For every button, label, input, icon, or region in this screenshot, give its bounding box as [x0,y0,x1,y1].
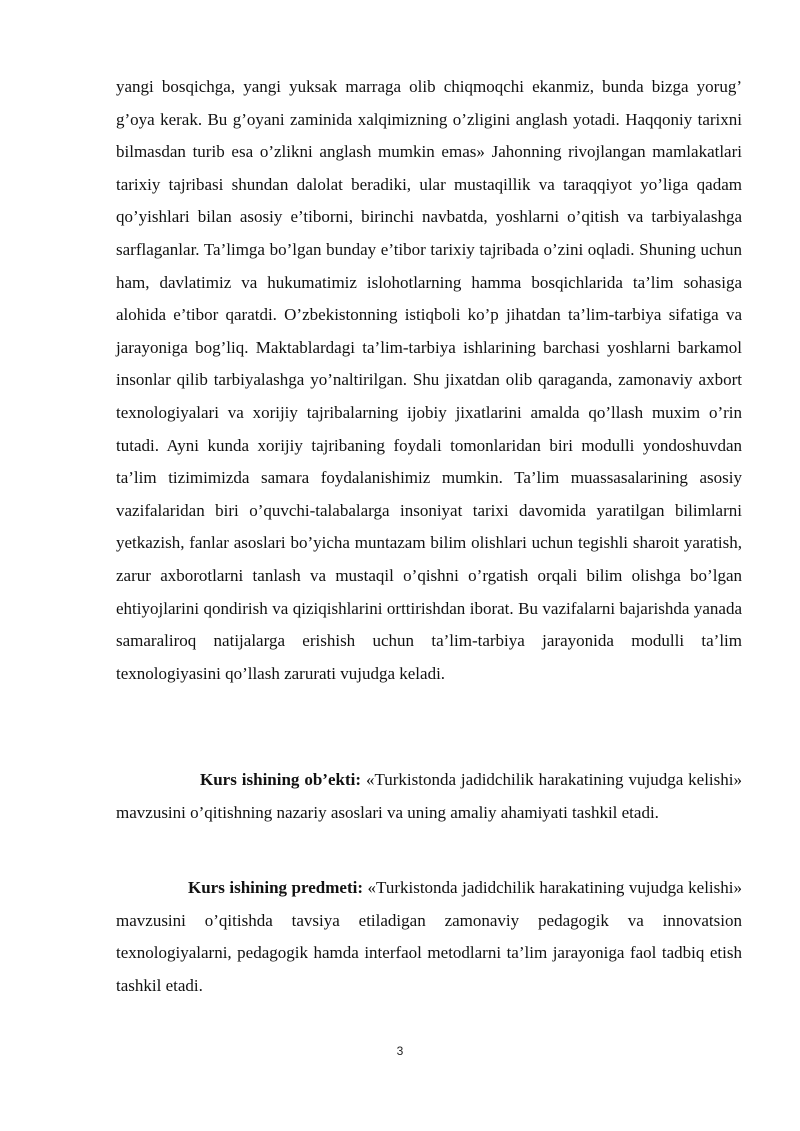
page-number: 3 [396,1044,404,1058]
body-paragraph-main: yangi bosqichga, yangi yuksak marraga olib chiqmoqchi ekanmiz, bunda bizga yorug’ g’oya kerak. Bu g’oyani zaminida xalqimizning o’zligini anglash yotadi. Haqqoniy tarixni bilmasdan turib esa o’zlikni anglash mumkin emas» Jahonning rivojlangan mamlakatlari tarixiy tajribasi shundan dalolat beradiki, ular mustaqillik va taraqqiyot yo’liga qadam qo’yishlari bilan asosiy e’tiborni, birinchi navbatda, yoshlarni o’qitish va tarbiyalashga sarflaganlar. Ta’limga bo’lgan bunday e’tibor tarixiy tajribada o’zini oqladi. Shuning uchun ham, davlatimiz va hukumatimiz islohotlarning hamma bosqichlarida ta’lim sohasiga alohida e’tibor qaratdi. O’zbekistonning istiqboli ko’p jihatdan ta’lim-tarbiya sifatiga va jarayoniga bog’liq. Maktablardagi ta’lim-tarbiya ishlarining barchasi yoshlarni barkamol insonlar qilib tarbiyalashga yo’naltirilgan. Shu jixatdan olib qaraganda, zamonaviy axbort texnologiyalari va xorijiy tajribalarning ijobiy jixatlarini amalda qo’llash muxim o’rin tutadi. Ayni kunda xorijiy tajribaning foydali tomonlaridan biri modulli yondoshuvdan ta’lim tizimimizda samara foydalanishimiz mumkin. Ta’lim muassasalarining asosiy vazifalaridan biri o’quvchi-talabalarga insoniyat tarixi davomida yaratilgan bilimlarni yetkazish, fanlar asoslari bo’yicha muntazam bilim olishlari uchun tegishli sharoit yaratish, zarur axborotlarni tanlash va mustaqil o’qishni o’rgatish orqali bilim olishga bo’lgan ehtiyojlarini qondirish va qiziqishlarini orttirishdan iborat. Bu vazifalarni bajarishda yanada samaraliroq natijalarga erishish uchun ta’lim-tarbiya jarayonida modulli ta’lim texnologiyasini qo’llash zarurati vujudga keladi. [116,77,742,683]
course-object-heading: Kurs ishining ob’ekti: [200,770,362,789]
course-subject-heading: Kurs ishining predmeti: [188,878,363,897]
course-subject-paragraph [116,872,742,1002]
course-object-paragraph [116,764,742,829]
course-subject-text: «Turkistonda jadidchilik harakatining vujudga kelishi» mavzusini o’qitishda tavsiya etiladigan zamonaviy pedagogik va innovatsion texnologiyalarni, pedagogik hamda interfaol metodlarni ta’lim jarayoniga faol tadbiq etish tashkil etadi. [116,878,742,995]
course-object-text: «Turkistonda jadidchilik harakatining vujudga kelishi» mavzusini o’qitishning nazariy asoslari va uning amaliy ahamiyati tashkil etadi. [116,770,742,822]
